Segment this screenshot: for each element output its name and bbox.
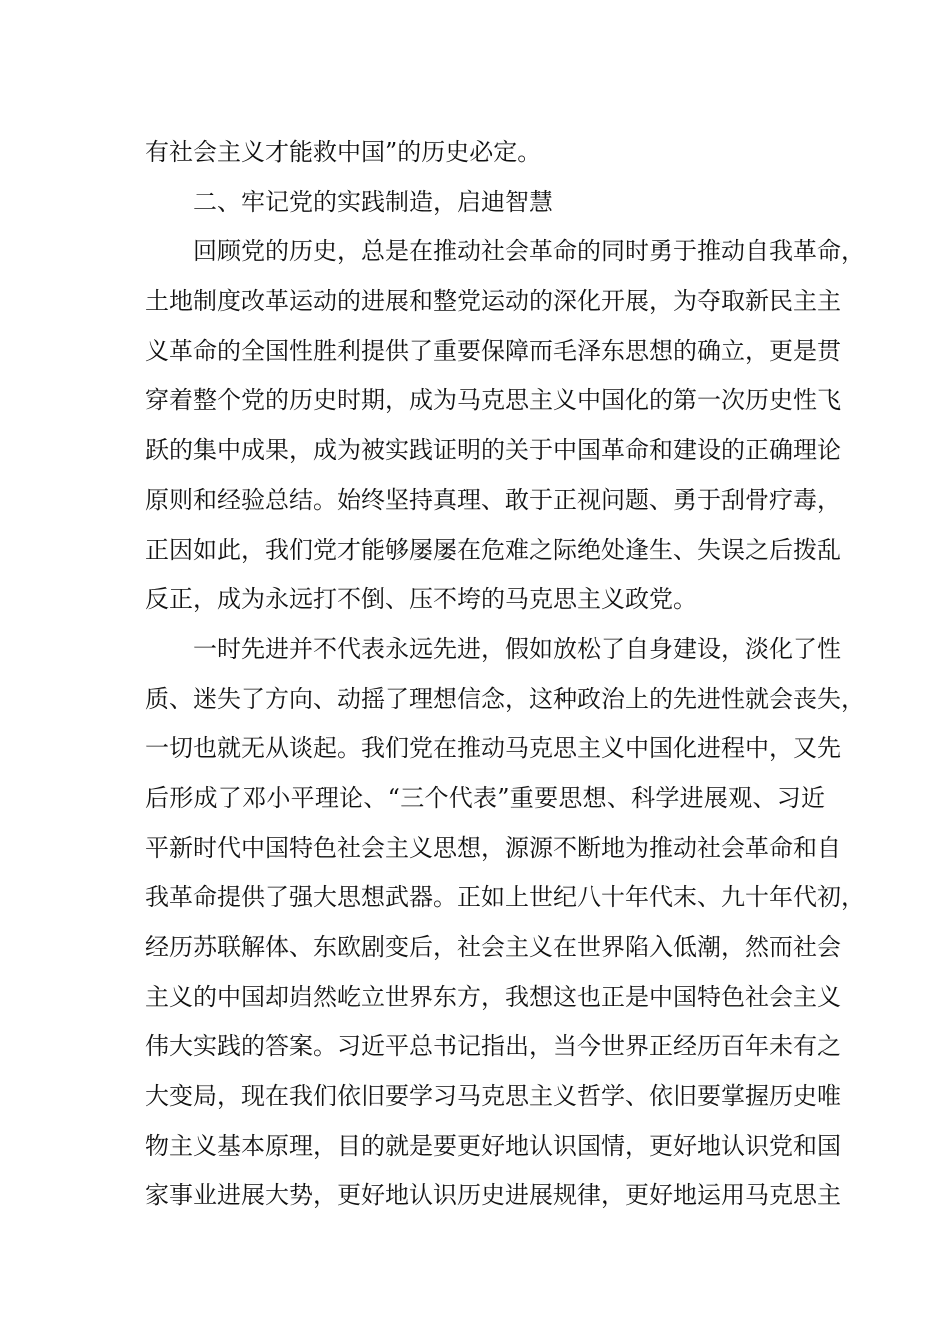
paragraph-line: 土地制度改革运动的进展和整党运动的深化开展，为夺取新民主主 [145, 287, 841, 316]
paragraph-line: 义革命的全国性胜利提供了重要保障而毛泽东思想的确立，更是贯 [145, 336, 841, 365]
paragraph-line: 物主义基本原理，目的就是要更好地认识国情，更好地认识党和国 [145, 1131, 841, 1160]
paragraph-line: 穿着整个党的历史时期，成为马克思主义中国化的第一次历史性飞 [145, 386, 841, 415]
paragraph-line: 平新时代中国特色社会主义思想，源源不断地为推动社会革命和自 [145, 833, 841, 862]
section-heading: 二、牢记党的实践制造，启迪智慧 [193, 187, 553, 216]
paragraph-line: 正因如此，我们党才能够屡屡在危难之际绝处逢生、失误之后拨乱 [145, 535, 841, 564]
document-body [145, 128, 865, 1221]
paragraph-line: 反正，成为永远打不倒、压不垮的马克思主义政党。 [145, 585, 697, 614]
paragraph-line: 大变局，现在我们依旧要学习马克思主义哲学、依旧要掌握历史唯 [145, 1082, 841, 1111]
paragraph-line: 质、迷失了方向、动摇了理想信念，这种政治上的先进性就会丧失， [145, 684, 865, 713]
paragraph-line: 原则和经验总结。始终坚持真理、敢于正视问题、勇于刮骨疗毒， [145, 485, 841, 514]
paragraph-line: 主义的中国却岿然屹立世界东方，我想这也正是中国特色社会主义 [145, 982, 841, 1011]
paragraph-line: 经历苏联解体、东欧剧变后，社会主义在世界陷入低潮，然而社会 [145, 933, 841, 961]
paragraph-line: 跃的集中成果，成为被实践证明的关于中国革命和建设的正确理论 [145, 436, 841, 465]
paragraph-line: 伟大实践的答案。习近平总书记指出，当今世界正经历百年未有之 [145, 1032, 841, 1061]
paragraph-line: 一时先进并不代表永远先进，假如放松了自身建设，淡化了性 [193, 634, 841, 663]
paragraph-line: 我革命提供了强大思想武器。正如上世纪八十年代末、九十年代初， [145, 883, 865, 912]
paragraph-line: 家事业进展大势，更好地认识历史进展规律，更好地运用马克思主 [145, 1181, 841, 1210]
paragraph-line: 有社会主义才能救中国”的历史必定。 [145, 138, 542, 166]
paragraph-line: 一切也就无从谈起。我们党在推动马克思主义中国化进程中，又先 [145, 734, 841, 763]
paragraph-line: 回顾党的历史，总是在推动社会革命的同时勇于推动自我革命， [193, 237, 865, 266]
paragraph-line: 后形成了邓小平理论、“三个代表”重要思想、科学进展观、习近 [145, 783, 825, 812]
